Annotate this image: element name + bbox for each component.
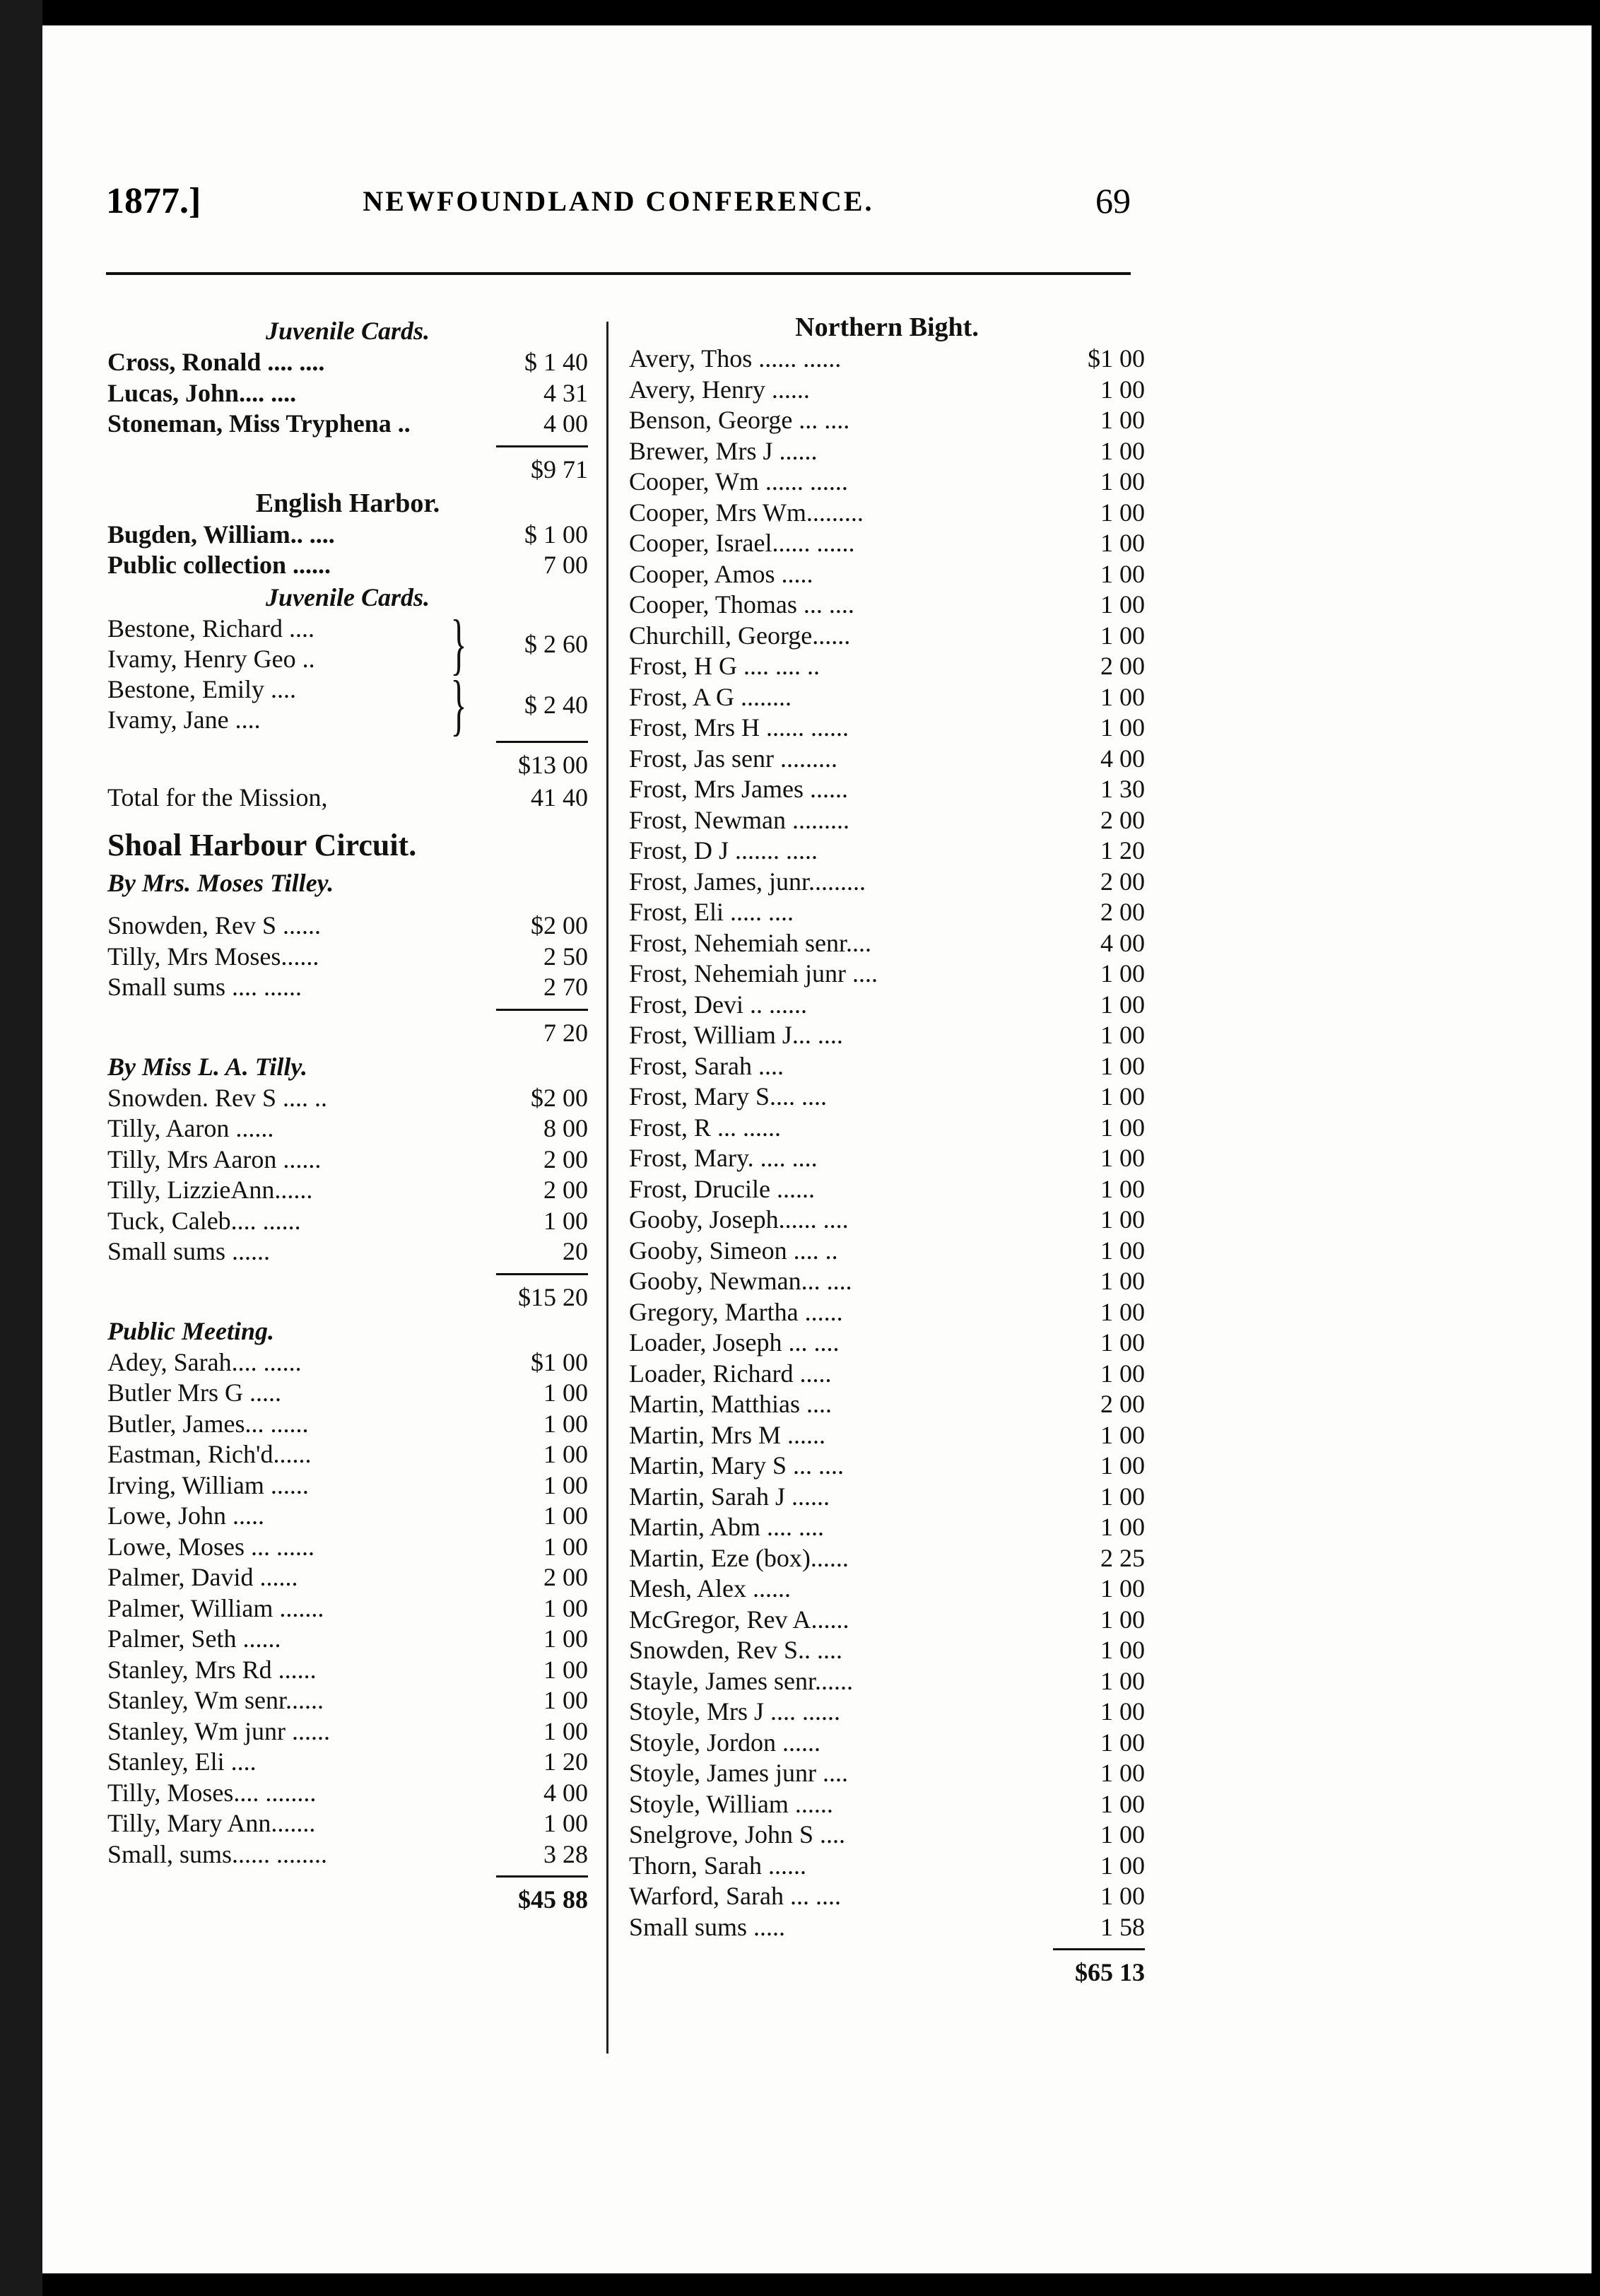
- header-year: 1877.]: [106, 181, 201, 221]
- contributor-name: Adey, Sarah.... ......: [107, 1347, 302, 1376]
- table-row: [629, 1082, 1145, 1113]
- subtotal: $15 20: [107, 1273, 588, 1315]
- table-row: [629, 1236, 1145, 1267]
- amount: 1 00: [543, 1624, 588, 1653]
- amount: 1 00: [1100, 1820, 1145, 1849]
- contributor-name: Snelgrove, John S ....: [629, 1820, 845, 1849]
- amount: 1 00: [1100, 467, 1145, 496]
- table-row: [629, 1420, 1145, 1451]
- subtotal: 7 20: [107, 1009, 588, 1050]
- amount: 1 00: [1100, 959, 1145, 988]
- table-row: [629, 498, 1145, 529]
- amount: 1 00: [1100, 1021, 1145, 1049]
- amount: 1 00: [1100, 1851, 1145, 1880]
- contributor-name: Stanley, Eli ....: [107, 1747, 257, 1776]
- contributor-name: Stoyle, James junr ....: [629, 1759, 848, 1787]
- contributor-name: Snowden, Rev S ......: [107, 911, 322, 939]
- contributor-name: Gooby, Simeon .... ..: [629, 1236, 838, 1265]
- amount: $2 00: [531, 911, 588, 939]
- amount: 1 00: [1100, 682, 1145, 711]
- table-row: [107, 1562, 588, 1593]
- amount: 2 50: [543, 942, 588, 971]
- amount: 2 70: [543, 973, 588, 1001]
- page-number: 69: [1095, 181, 1131, 221]
- contributor-name: Loader, Richard .....: [629, 1359, 832, 1388]
- amount: $1 00: [1088, 344, 1145, 373]
- amount: 2 00: [1100, 1390, 1145, 1418]
- table-row: [107, 1175, 588, 1206]
- amount: 4 00: [543, 409, 588, 438]
- contributor-name: Lowe, Moses ... ......: [107, 1532, 314, 1561]
- contributor-name: Frost, Jas senr .........: [629, 744, 837, 773]
- amount: 1 00: [1100, 1420, 1145, 1449]
- amount: 7 00: [543, 551, 588, 579]
- contributor-name: Gregory, Martha ......: [629, 1297, 843, 1326]
- table-row: [629, 1574, 1145, 1605]
- amount: 1 00: [543, 1501, 588, 1530]
- contributor-name: Tilly, LizzieAnn......: [107, 1176, 313, 1204]
- contributor-name: Eastman, Rich'd......: [107, 1440, 312, 1468]
- list-item: Ivamy, Jane ....: [107, 705, 261, 734]
- amount: 1 20: [1100, 836, 1145, 865]
- contributor-name: Frost, Mrs James ......: [629, 775, 849, 803]
- header-rule: [106, 272, 1131, 275]
- group-heading: By Miss L. A. Tilly.: [107, 1052, 307, 1081]
- contributor-name: Frost, Devi .. ......: [629, 990, 807, 1019]
- amount: 2 00: [1100, 805, 1145, 834]
- amount: 1 00: [543, 1716, 588, 1745]
- amount: 1 00: [1100, 498, 1145, 527]
- amount: 1 00: [1100, 1636, 1145, 1664]
- contributor-name: Palmer, Seth ......: [107, 1624, 281, 1653]
- contributor-name: Snowden, Rev S.. ....: [629, 1636, 843, 1664]
- amount: 1 00: [1100, 590, 1145, 619]
- table-row: [629, 1020, 1145, 1051]
- amount: 1 00: [543, 1206, 588, 1235]
- amount: 1 00: [1100, 1236, 1145, 1265]
- contributor-name: Small sums .... ......: [107, 973, 302, 1001]
- mission-total-amount: 41 40: [531, 783, 588, 812]
- table-row: [629, 1266, 1145, 1297]
- contributor-name: Martin, Abm .... ....: [629, 1513, 824, 1541]
- amount: $1 00: [531, 1347, 588, 1376]
- table-row: [107, 910, 588, 942]
- amount: 1 00: [1100, 1513, 1145, 1541]
- left-column: [107, 315, 588, 1917]
- section-heading: Juvenile Cards.: [265, 582, 430, 611]
- contributor-name: Tilly, Aaron ......: [107, 1114, 274, 1142]
- contributor-name: Frost, D J ....... .....: [629, 836, 818, 865]
- contributor-name: Frost, Eli ..... ....: [629, 898, 794, 926]
- contributor-name: Cooper, Thomas ... ....: [629, 590, 854, 619]
- table-row: [107, 1083, 588, 1114]
- table-row: [107, 1808, 588, 1839]
- amount: 1 00: [1100, 1574, 1145, 1603]
- table-row: [107, 1778, 588, 1809]
- contributor-name: Frost, Mary. .... ....: [629, 1144, 818, 1172]
- table-row: [629, 990, 1145, 1021]
- list: [107, 520, 588, 581]
- table-row: [629, 467, 1145, 498]
- amount: 1 00: [1100, 1359, 1145, 1388]
- table-row: [107, 520, 588, 551]
- table-row: [629, 590, 1145, 621]
- contributor-name: Bugden, William.. ....: [107, 520, 335, 549]
- amount: 2 00: [1100, 867, 1145, 896]
- table-row: [107, 1347, 588, 1378]
- contributor-name: Cooper, Wm ...... ......: [629, 467, 848, 496]
- contributor-name: Martin, Mary S ... ....: [629, 1451, 844, 1480]
- table-row: [107, 972, 588, 1003]
- mission-total-label: Total for the Mission,: [107, 783, 328, 812]
- contributor-name: Gooby, Newman... ....: [629, 1267, 852, 1295]
- table-row: [107, 1655, 588, 1686]
- amount: 1 00: [1100, 621, 1145, 650]
- table-row: [629, 1697, 1145, 1728]
- amount: 1 30: [1100, 775, 1145, 803]
- amount: 1 00: [1100, 1082, 1145, 1111]
- table-row: [629, 1758, 1145, 1789]
- table-row: [107, 1409, 588, 1440]
- table-row: [629, 1666, 1145, 1697]
- table-row: [629, 1328, 1145, 1359]
- table-row: [629, 1113, 1145, 1144]
- table-row: [629, 867, 1145, 898]
- table-row: [629, 774, 1145, 805]
- contributor-name: Tilly, Mrs Aaron ......: [107, 1144, 322, 1173]
- contributor-name: Lowe, John .....: [107, 1501, 264, 1530]
- amount: 3 28: [543, 1839, 588, 1868]
- right-column: [629, 311, 1145, 1990]
- section-heading: English Harbor.: [255, 488, 440, 518]
- list-item: Bestone, Richard ....: [107, 614, 314, 643]
- contributor-name: Small, sums...... ........: [107, 1839, 328, 1868]
- amount: 1 00: [1100, 1267, 1145, 1295]
- contributor-name: Public collection ......: [107, 551, 331, 579]
- amount: 1 00: [543, 1409, 588, 1438]
- contributor-name: Small sums .....: [629, 1912, 786, 1941]
- amount: 2 00: [543, 1176, 588, 1204]
- amount: 1 00: [543, 1440, 588, 1468]
- contributor-name: Gooby, Joseph...... ....: [629, 1205, 849, 1234]
- amount: $ 2 40: [524, 690, 588, 719]
- brace-glyph: }: [450, 605, 467, 681]
- contributor-name: Stanley, Wm senr......: [107, 1686, 324, 1714]
- contributor-name: Frost, Drucile ......: [629, 1174, 815, 1203]
- section-heading: Northern Bight.: [795, 312, 979, 342]
- amount: 4 31: [543, 378, 588, 407]
- table-row: [629, 651, 1145, 682]
- contributor-name: Butler, James... ......: [107, 1409, 309, 1438]
- table-row: [107, 1439, 588, 1470]
- table-row: [629, 928, 1145, 959]
- table-row: [107, 1113, 588, 1144]
- amount: 1 20: [543, 1747, 588, 1776]
- amount: 1 00: [1100, 1789, 1145, 1818]
- grand-total: $65 13: [629, 1948, 1145, 1990]
- contributor-name: Mesh, Alex ......: [629, 1574, 791, 1603]
- contributor-name: McGregor, Rev A......: [629, 1605, 849, 1634]
- table-row: [107, 1144, 588, 1176]
- list: [107, 910, 588, 1003]
- amount: 1 00: [1100, 1697, 1145, 1726]
- contributor-name: Palmer, David ......: [107, 1563, 298, 1591]
- amount: 1 00: [1100, 1728, 1145, 1757]
- contributor-name: Stoneman, Miss Tryphena ..: [107, 409, 411, 438]
- table-row: [629, 1512, 1145, 1543]
- table-row: [107, 347, 588, 378]
- group-heading: Public Meeting.: [107, 1316, 274, 1345]
- contributor-name: Frost, H G .... .... ..: [629, 652, 820, 680]
- contributor-name: Frost, Newman .........: [629, 805, 849, 834]
- contributor-name: Frost, Sarah ....: [629, 1051, 784, 1080]
- contributor-name: Frost, Nehemiah senr....: [629, 928, 871, 957]
- amount: 1 00: [1100, 1144, 1145, 1172]
- contributor-name: Stayle, James senr......: [629, 1666, 853, 1695]
- table-row: [629, 897, 1145, 928]
- amount: 2 00: [1100, 652, 1145, 680]
- table-row: [629, 1605, 1145, 1636]
- table-row: [629, 1205, 1145, 1236]
- amount: 1 00: [543, 1686, 588, 1714]
- table-row: [629, 1389, 1145, 1420]
- amount: 1 00: [1100, 1882, 1145, 1910]
- table-row: [629, 1881, 1145, 1912]
- table-row: [107, 1747, 588, 1778]
- contributor-name: Frost, Mrs H ...... ......: [629, 713, 849, 742]
- table-row: [629, 1174, 1145, 1205]
- amount: 1 00: [1100, 1113, 1145, 1142]
- list-item: Bestone, Emily ....: [107, 674, 296, 703]
- contributor-name: Martin, Matthias ....: [629, 1390, 832, 1418]
- contributor-name: Palmer, William .......: [107, 1593, 324, 1622]
- contributor-name: Frost, William J... ....: [629, 1021, 843, 1049]
- amount: 1 00: [1100, 1174, 1145, 1203]
- amount: 1 00: [1100, 1482, 1145, 1511]
- table-row: [107, 1532, 588, 1563]
- contributor-name: Cooper, Amos .....: [629, 559, 813, 588]
- amount: 1 00: [1100, 990, 1145, 1019]
- amount: 1 00: [543, 1655, 588, 1684]
- contributor-name: Stanley, Wm junr ......: [107, 1716, 330, 1745]
- table-row: [629, 436, 1145, 467]
- table-row: [629, 621, 1145, 652]
- table-row: [629, 405, 1145, 436]
- contributor-name: Frost, James, junr.........: [629, 867, 866, 896]
- list: [107, 1347, 588, 1870]
- amount: 2 00: [543, 1563, 588, 1591]
- table-row: [107, 550, 588, 581]
- amount: 1 58: [1100, 1912, 1145, 1941]
- amount: 1 00: [1100, 406, 1145, 434]
- contributor-name: Stanley, Mrs Rd ......: [107, 1655, 317, 1684]
- amount: 20: [563, 1237, 588, 1265]
- section-heading: Juvenile Cards.: [265, 317, 430, 345]
- contributor-name: Tilly, Mary Ann.......: [107, 1809, 316, 1837]
- table-row: [629, 1051, 1145, 1082]
- table-row: [107, 1470, 588, 1501]
- table-row: [107, 409, 588, 440]
- amount: 1 00: [1100, 1666, 1145, 1695]
- subtotal: $9 71: [107, 445, 588, 487]
- subtotal: $13 00: [107, 741, 588, 783]
- amount: 1 00: [1100, 1759, 1145, 1787]
- group-heading: By Mrs. Moses Tilley.: [107, 869, 334, 897]
- amount: 1 00: [543, 1470, 588, 1499]
- contributor-name: Cooper, Israel...... ......: [629, 529, 855, 557]
- amount: 4 00: [1100, 928, 1145, 957]
- table-row: [629, 559, 1145, 590]
- amount: 2 25: [1100, 1543, 1145, 1572]
- table-row: [629, 959, 1145, 990]
- list: [107, 1083, 588, 1267]
- table-row: [107, 1593, 588, 1624]
- table-row: [629, 344, 1145, 375]
- contributor-name: Small sums ......: [107, 1237, 271, 1265]
- table-row: [629, 836, 1145, 867]
- contributor-name: Martin, Sarah J ......: [629, 1482, 830, 1511]
- contributor-name: Avery, Thos ...... ......: [629, 344, 842, 373]
- grand-total: $45 88: [107, 1875, 588, 1917]
- table-row: [629, 1728, 1145, 1759]
- table-row: [629, 375, 1145, 406]
- amount: 2 00: [1100, 898, 1145, 926]
- table-row: [629, 528, 1145, 559]
- amount: 1 00: [543, 1809, 588, 1837]
- table-row: [629, 1297, 1145, 1328]
- table-row: [629, 1912, 1145, 1943]
- table-row: [107, 1685, 588, 1716]
- table-row: [629, 805, 1145, 836]
- book-binding-edge: [0, 0, 42, 2296]
- amount: 1 00: [1100, 559, 1145, 588]
- table-row: [107, 1378, 588, 1409]
- table-row: [629, 1820, 1145, 1851]
- table-row: [107, 1839, 588, 1870]
- table-row: [629, 682, 1145, 713]
- contributor-name: Martin, Mrs M ......: [629, 1420, 825, 1449]
- header-title: NEWFOUNDLAND CONFERENCE.: [363, 185, 874, 217]
- contributor-name: Irving, William ......: [107, 1470, 309, 1499]
- amount: 1 00: [1100, 1205, 1145, 1234]
- contributor-name: Martin, Eze (box)......: [629, 1543, 849, 1572]
- contributor-name: Churchill, George......: [629, 621, 851, 650]
- amount: 1 00: [1100, 1605, 1145, 1634]
- contributor-name: Frost, Mary S.... ....: [629, 1082, 828, 1111]
- contributor-name: Warford, Sarah ... ....: [629, 1882, 842, 1910]
- table-row: [107, 942, 588, 973]
- contributor-name: Butler Mrs G .....: [107, 1378, 281, 1407]
- contributor-name: Brewer, Mrs J ......: [629, 436, 818, 465]
- amount: 1 00: [1100, 1051, 1145, 1080]
- amount: $ 1 00: [524, 520, 588, 549]
- contributor-name: Tuck, Caleb.... ......: [107, 1206, 301, 1235]
- amount: 4 00: [543, 1778, 588, 1807]
- amount: 1 00: [1100, 529, 1145, 557]
- table-row: [107, 378, 588, 409]
- table-row: [629, 1789, 1145, 1820]
- contributor-name: Cooper, Mrs Wm.........: [629, 498, 864, 527]
- table-row: [629, 1482, 1145, 1513]
- contributor-name: Frost, R ... ......: [629, 1113, 782, 1142]
- table-row: [629, 744, 1145, 775]
- contributor-name: Tilly, Moses.... ........: [107, 1778, 317, 1807]
- contributor-name: Loader, Joseph ... ....: [629, 1328, 840, 1357]
- list: [629, 344, 1145, 1943]
- contributor-name: Frost, Nehemiah junr ....: [629, 959, 878, 988]
- contributor-name: Cross, Ronald .... ....: [107, 348, 325, 376]
- amount: 1 00: [1100, 1451, 1145, 1480]
- table-row: [107, 1716, 588, 1747]
- table-row: [629, 1543, 1145, 1574]
- amount: $ 2 60: [524, 629, 588, 658]
- list-item: Ivamy, Henry Geo ..: [107, 644, 315, 673]
- table-row: [629, 713, 1145, 744]
- contributor-name: Frost, A G ........: [629, 682, 792, 711]
- amount: 1 00: [1100, 375, 1145, 404]
- circuit-heading: Shoal Harbour Circuit.: [107, 828, 417, 862]
- table-row: [629, 1851, 1145, 1882]
- table-row: [629, 1451, 1145, 1482]
- amount: 2 00: [543, 1144, 588, 1173]
- brace-group: [107, 666, 588, 742]
- contributor-name: Thorn, Sarah ......: [629, 1851, 806, 1880]
- contributor-name: Snowden. Rev S .... ..: [107, 1083, 328, 1112]
- brace-glyph: }: [450, 666, 467, 742]
- mission-total-row: [107, 783, 588, 814]
- table-row: [629, 1359, 1145, 1390]
- amount: 1 00: [1100, 1297, 1145, 1326]
- amount: 1 00: [1100, 436, 1145, 465]
- brace-group: [107, 605, 588, 681]
- table-row: [629, 1635, 1145, 1666]
- page-header: [106, 180, 1131, 230]
- list: [107, 347, 588, 440]
- contributor-name: Tilly, Mrs Moses......: [107, 942, 319, 971]
- table-row: [107, 1501, 588, 1532]
- table-row: [107, 1624, 588, 1655]
- contributor-name: Stoyle, Mrs J .... ......: [629, 1697, 841, 1726]
- table-row: [107, 1236, 588, 1267]
- amount: 1 00: [543, 1378, 588, 1407]
- amount: $2 00: [531, 1083, 588, 1112]
- amount: 1 00: [1100, 713, 1145, 742]
- amount: 1 00: [1100, 1328, 1145, 1357]
- amount: 8 00: [543, 1114, 588, 1142]
- column-divider: [606, 322, 608, 2054]
- amount: 1 00: [543, 1532, 588, 1561]
- amount: 4 00: [1100, 744, 1145, 773]
- amount: 1 00: [543, 1593, 588, 1622]
- table-row: [629, 1143, 1145, 1174]
- contributor-name: Stoyle, William ......: [629, 1789, 833, 1818]
- contributor-name: Benson, George ... ....: [629, 406, 850, 434]
- contributor-name: Stoyle, Jordon ......: [629, 1728, 821, 1757]
- contributor-name: Lucas, John.... ....: [107, 378, 297, 407]
- contributor-name: Avery, Henry ......: [629, 375, 810, 404]
- amount: $ 1 40: [524, 348, 588, 376]
- table-row: [107, 1206, 588, 1237]
